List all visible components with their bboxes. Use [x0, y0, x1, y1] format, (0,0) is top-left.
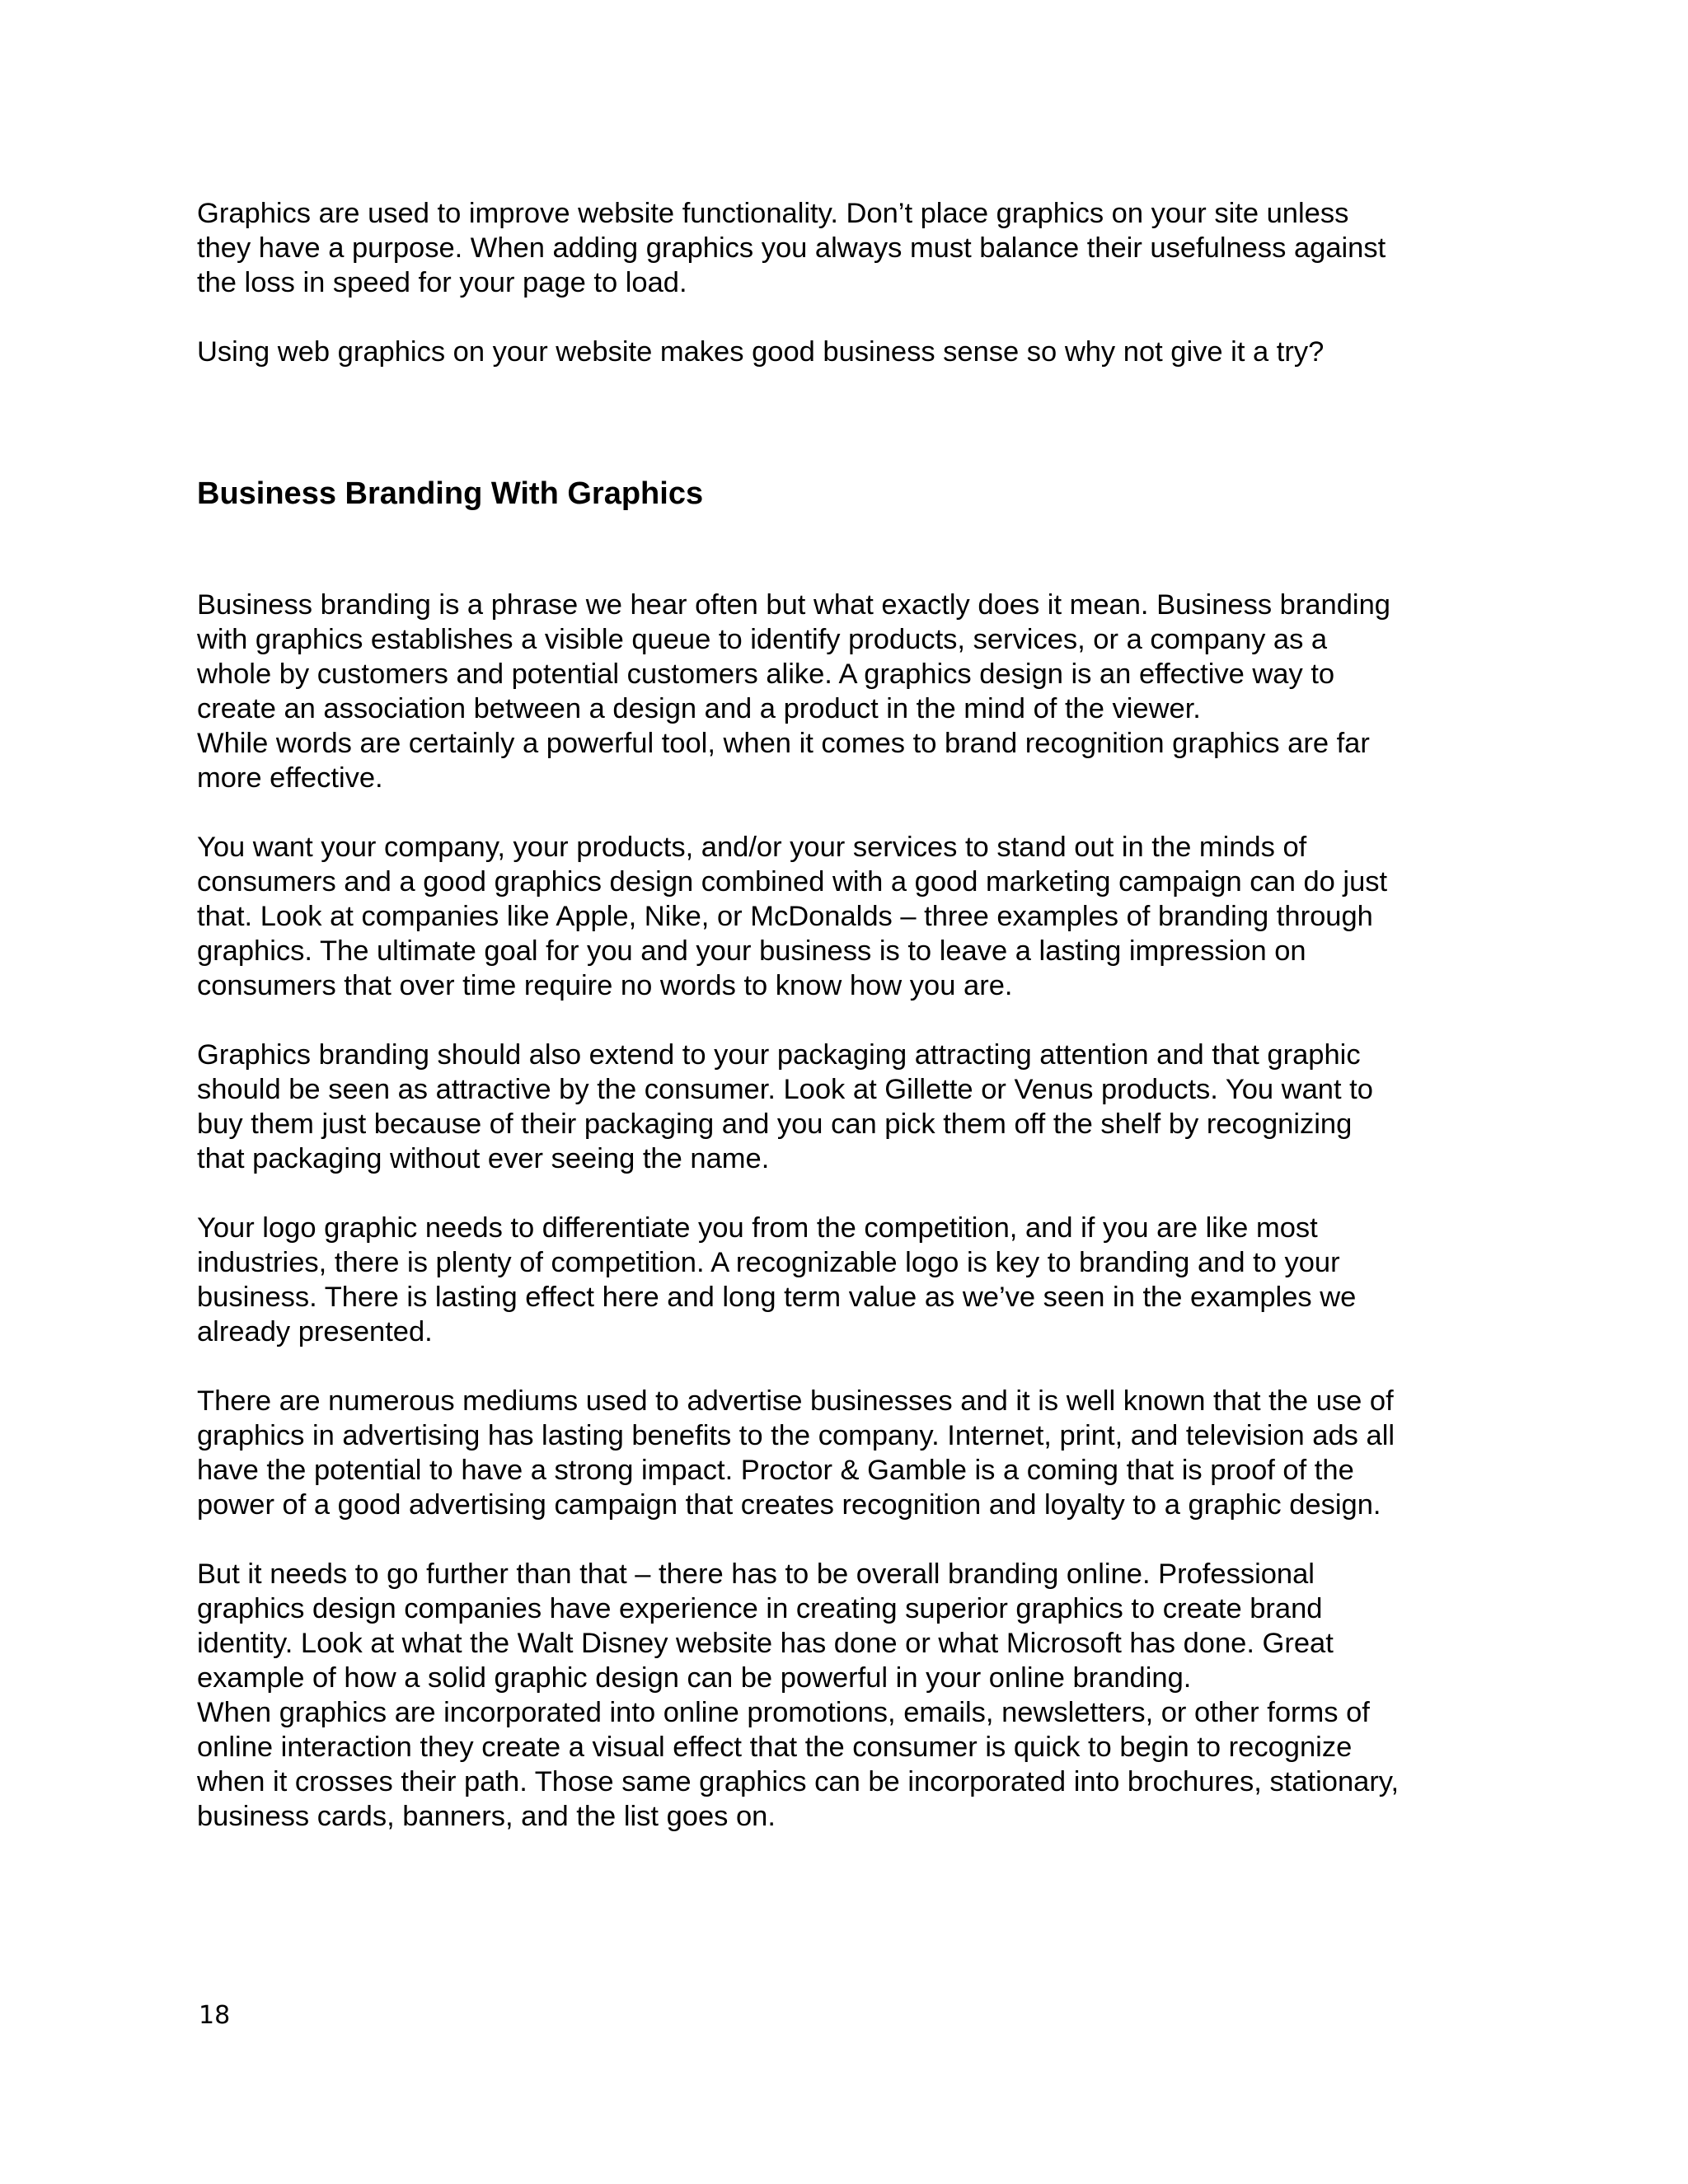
text-line: industries, there is plenty of competition. A recognizable logo is key to branding and to your: [197, 1247, 1340, 1278]
section-paragraph-4: [197, 1211, 1483, 1349]
text-line: when it crosses their path. Those same graphics can be incorporated into brochures, stationary,: [197, 1766, 1400, 1797]
text-line: have the potential to have a strong impact. Proctor & Gamble is a coming that is proof of the: [197, 1455, 1354, 1486]
page-number: 18: [199, 2001, 231, 2030]
text-line: identity. Look at what the Walt Disney website has done or what Microsoft has done. Great: [197, 1628, 1334, 1659]
text-line: business. There is lasting effect here and long term value as we’ve seen in the examples we: [197, 1282, 1357, 1313]
text-line: that. Look at companies like Apple, Nike, or McDonalds – three examples of branding through: [197, 901, 1373, 932]
text-line: Using web graphics on your website makes good business sense so why not give it a try?: [197, 336, 1325, 368]
section-paragraph-3: [197, 1038, 1483, 1176]
text-line: graphics design companies have experience in creating superior graphics to create brand: [197, 1593, 1323, 1624]
text-line: Your logo graphic needs to differentiate you from the competition, and if you are like most: [197, 1212, 1318, 1244]
text-line: While words are certainly a powerful tool, when it comes to brand recognition graphics are far: [197, 728, 1370, 759]
text-line: consumers that over time require no words to know how you are.: [197, 970, 1013, 1001]
text-line: already presented.: [197, 1316, 433, 1347]
text-line: example of how a solid graphic design can be powerful in your online branding.: [197, 1662, 1192, 1694]
text-line: Business branding is a phrase we hear often but what exactly does it mean. Business branding: [197, 589, 1390, 621]
section-heading: Business Branding With Graphics: [197, 476, 704, 511]
text-line: the loss in speed for your page to load.: [197, 267, 687, 298]
section-paragraph-6: [197, 1557, 1483, 1834]
intro-paragraph-2: [197, 335, 1483, 369]
text-line: they have a purpose. When adding graphics you always must balance their usefulness against: [197, 232, 1386, 264]
text-line: Graphics are used to improve website functionality. Don’t place graphics on your site unless: [197, 198, 1349, 229]
text-line: consumers and a good graphics design combined with a good marketing campaign can do just: [197, 866, 1388, 898]
text-line: business cards, banners, and the list goes on.: [197, 1801, 776, 1832]
text-line: power of a good advertising campaign that creates recognition and loyalty to a graphic design.: [197, 1489, 1381, 1521]
text-line: graphics in advertising has lasting benefits to the company. Internet, print, and television ads all: [197, 1420, 1395, 1451]
section-paragraph-2: [197, 830, 1483, 1003]
intro-paragraph-1: [197, 196, 1483, 300]
text-line: graphics. The ultimate goal for you and your business is to leave a lasting impression on: [197, 935, 1306, 967]
text-line: When graphics are incorporated into online promotions, emails, newsletters, or other forms of: [197, 1697, 1370, 1728]
text-line: You want your company, your products, and/or your services to stand out in the minds of: [197, 832, 1307, 863]
text-line: But it needs to go further than that – there has to be overall branding online. Professional: [197, 1558, 1315, 1590]
section-paragraph-5: [197, 1384, 1483, 1522]
section-paragraph-1: [197, 588, 1483, 795]
text-line: whole by customers and potential customers alike. A graphics design is an effective way to: [197, 658, 1335, 690]
text-line: create an association between a design and a product in the mind of the viewer.: [197, 693, 1201, 724]
text-line: more effective.: [197, 762, 383, 794]
text-line: online interaction they create a visual effect that the consumer is quick to begin to recognize: [197, 1732, 1353, 1763]
text-line: buy them just because of their packaging and you can pick them off the shelf by recognizing: [197, 1108, 1353, 1140]
text-line: with graphics establishes a visible queue to identify products, services, or a company as a: [197, 624, 1328, 655]
text-line: Graphics branding should also extend to your packaging attracting attention and that graphic: [197, 1039, 1361, 1071]
text-line: There are numerous mediums used to advertise businesses and it is well known that the use of: [197, 1385, 1394, 1417]
text-line: that packaging without ever seeing the name.: [197, 1143, 770, 1174]
text-line: should be seen as attractive by the consumer. Look at Gillette or Venus products. You want to: [197, 1074, 1373, 1105]
